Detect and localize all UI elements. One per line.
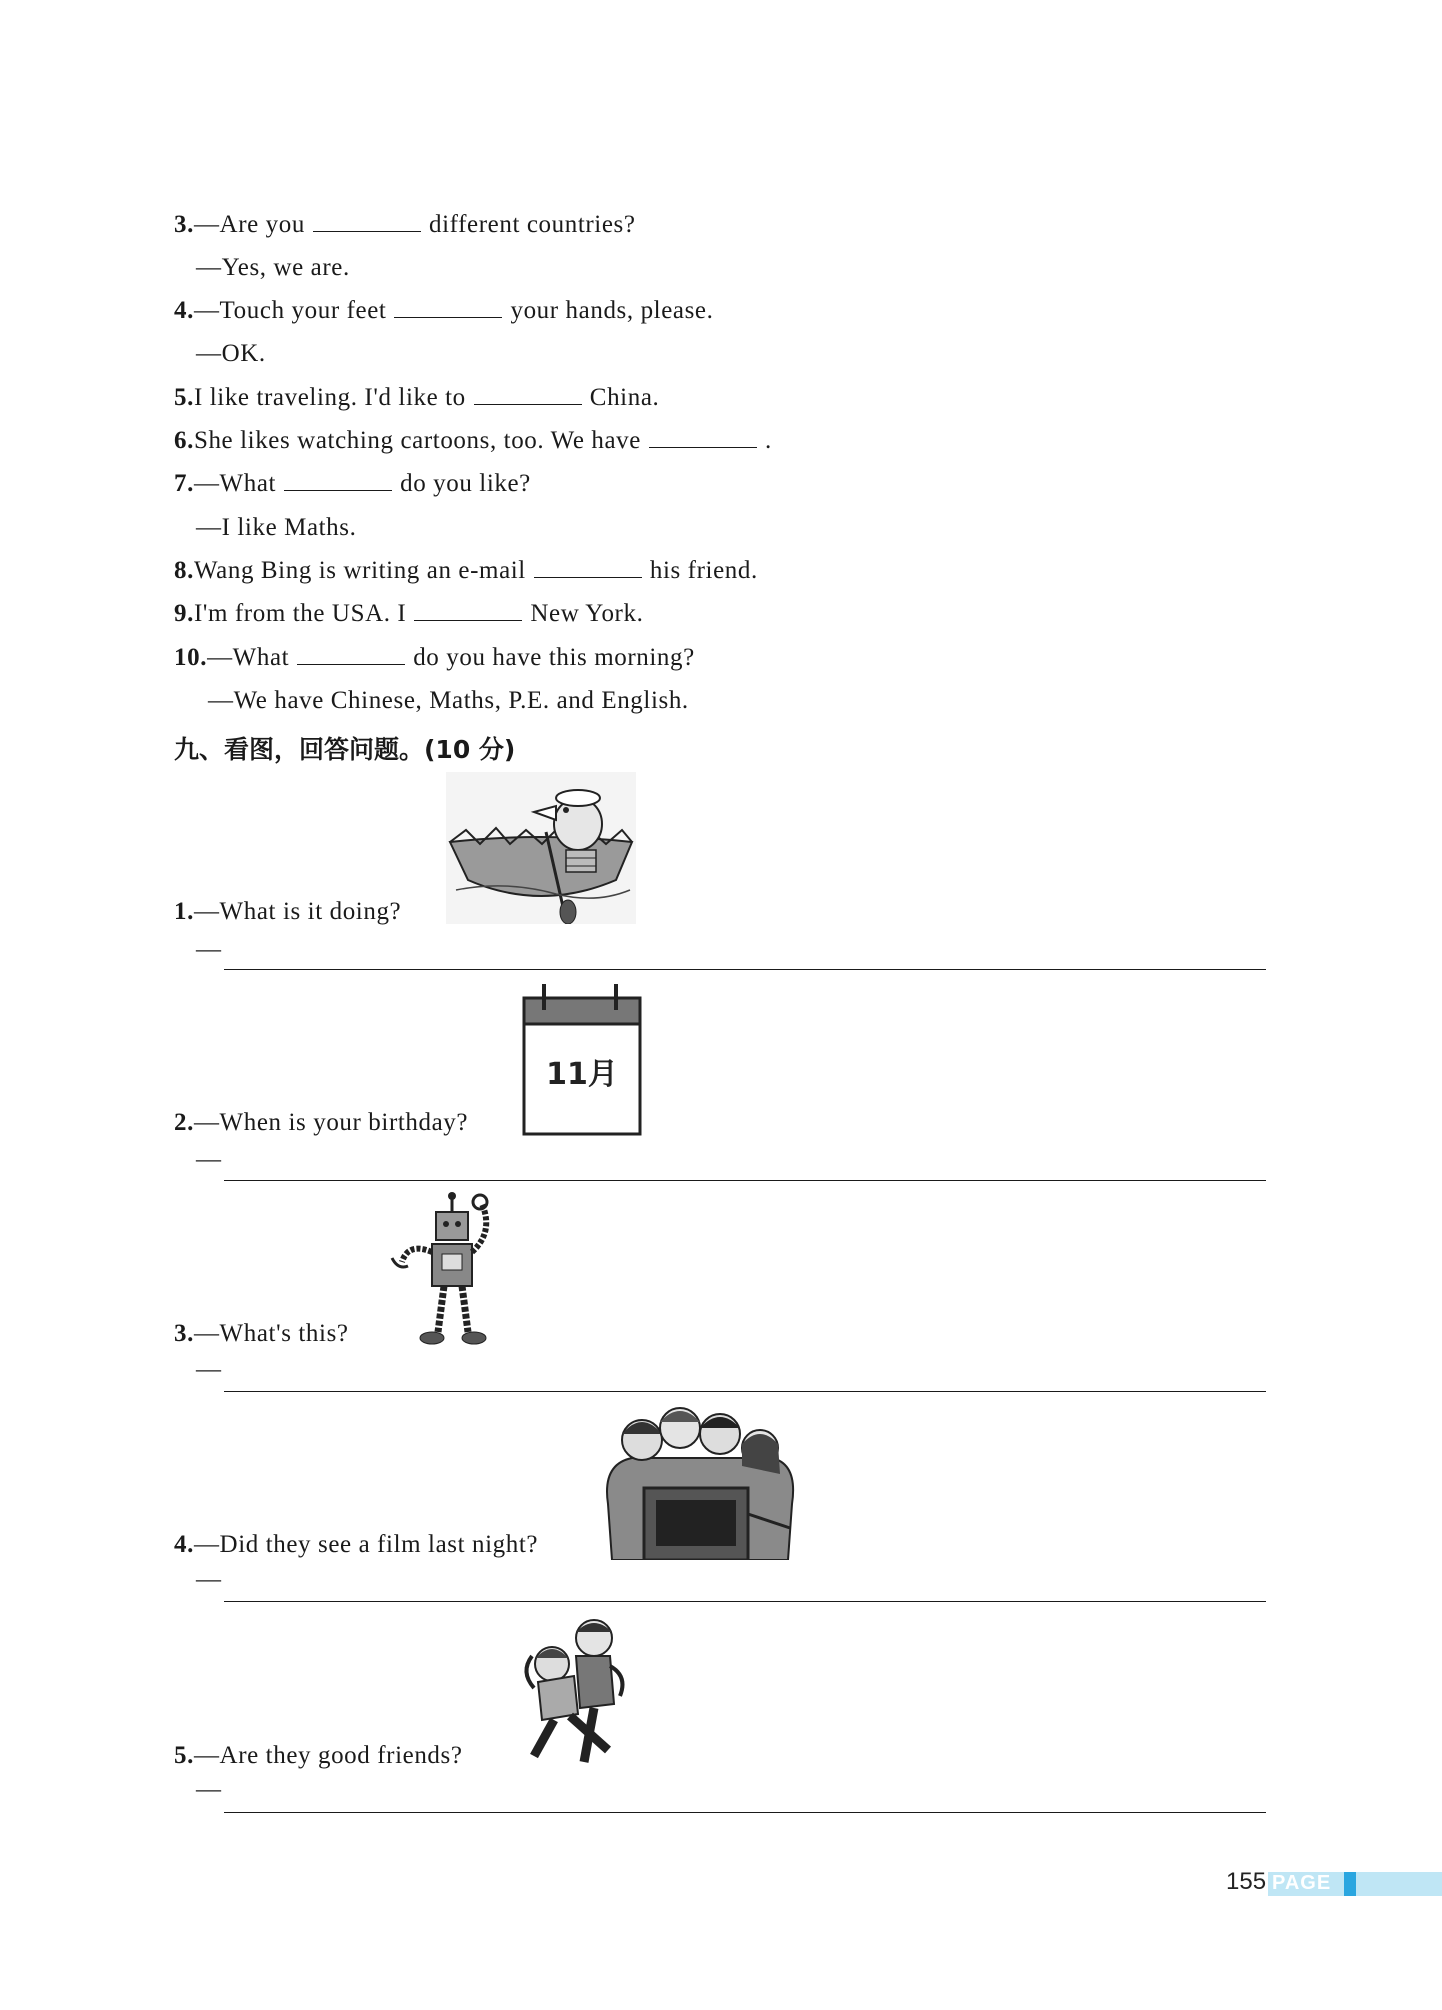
answer-blank[interactable] [394,297,502,318]
answer-blank[interactable] [313,211,421,232]
answer-dash: — [196,1776,221,1803]
page-number: 155 [1226,1868,1267,1895]
section-title: 九、看图，回答问题。(10 分) [174,735,516,764]
family-watching-tv-picture [602,1404,798,1560]
answer-line-4[interactable] [224,1601,1266,1602]
answer-dash: — [196,1146,221,1173]
answer-blank[interactable] [284,470,392,491]
answer-blank[interactable] [474,384,582,405]
answer-blank[interactable] [297,644,405,665]
answer-blank[interactable] [534,557,642,578]
fill-in-item-10: 10.—What do you have this morning? [174,644,695,671]
fill-in-reply-7: —I like Maths. [196,514,357,541]
duck-rowing-boat-picture [446,772,636,924]
calendar-picture [520,982,646,1138]
question-4: 4.—Did they see a film last night? [174,1531,539,1558]
question-3: 3.—What's this? [174,1320,349,1347]
answer-dash: — [196,936,221,963]
answer-line-2[interactable] [224,1180,1266,1181]
page-footer-mark [1344,1872,1356,1896]
fill-in-reply-4: —OK. [196,340,266,367]
answer-line-3[interactable] [224,1391,1266,1392]
fill-in-item-7: 7.—What do you like? [174,470,531,497]
answer-blank[interactable] [649,427,757,448]
answer-dash: — [196,1566,221,1593]
question-1: 1.—What is it doing? [174,898,402,925]
fill-in-item-6: 6.She likes watching cartoons, too. We have . [174,427,772,454]
answer-blank[interactable] [414,600,522,621]
fill-in-item-3: 3.—Are you different countries? [174,211,636,238]
answer-dash: — [196,1356,221,1383]
question-5: 5.—Are they good friends? [174,1742,463,1769]
fill-in-item-8: 8.Wang Bing is writing an e-mail his friend. [174,557,758,584]
fill-in-item-5: 5.I like traveling. I'd like to China. [174,384,660,411]
calendar-label: 11月 [546,1057,618,1092]
page-label: PAGE [1272,1872,1332,1894]
answer-line-1[interactable] [224,969,1266,970]
fill-in-item-9: 9.I'm from the USA. I New York. [174,600,644,627]
two-boys-fighting-picture [514,1616,630,1768]
fill-in-item-4: 4.—Touch your feet your hands, please. [174,297,714,324]
fill-in-reply-10: —We have Chinese, Maths, P.E. and English. [208,687,689,714]
answer-line-5[interactable] [224,1812,1266,1813]
fill-in-reply-3: —Yes, we are. [196,254,350,281]
robot-picture [388,1192,500,1348]
question-2: 2.—When is your birthday? [174,1109,469,1136]
